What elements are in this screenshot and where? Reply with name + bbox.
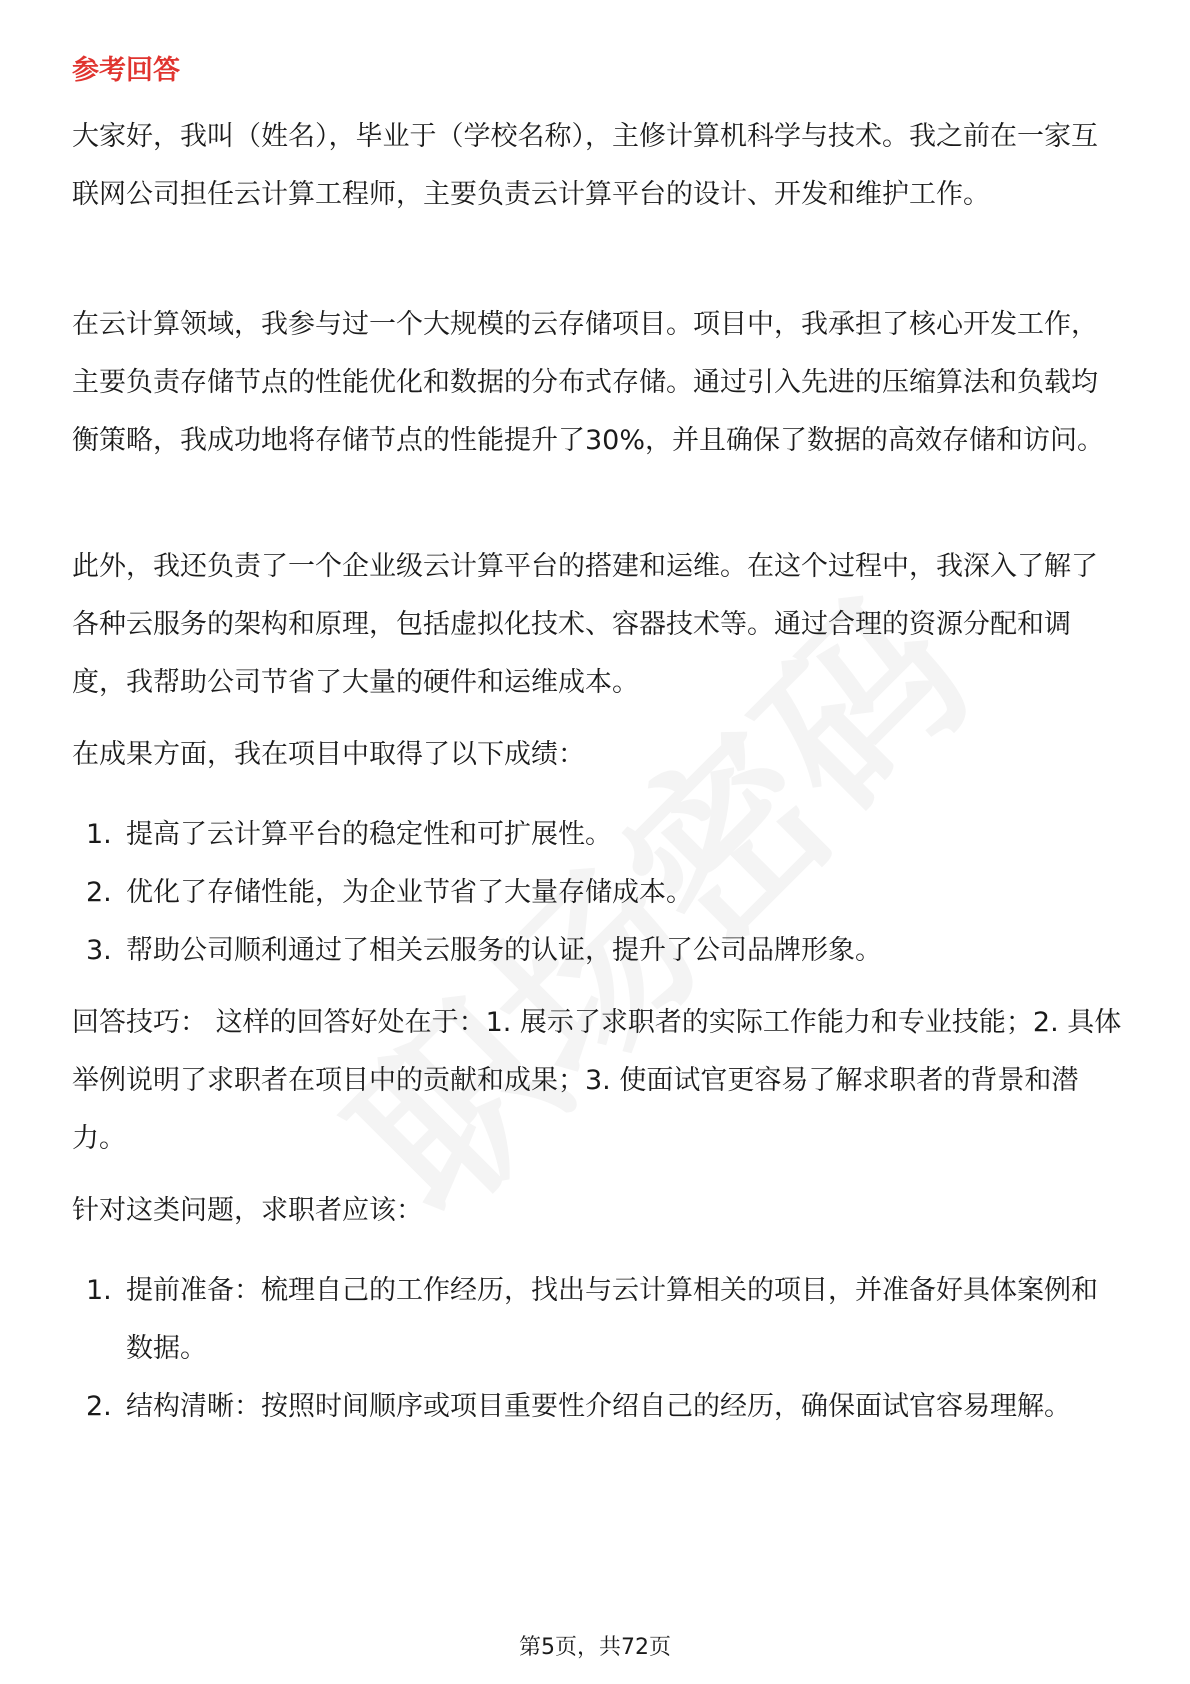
list-item: 2. 结构清晰：按照时间顺序或项目重要性介绍自己的经历，确保面试官容易理解。	[86, 1391, 1071, 1422]
achievements-list	[72, 806, 1122, 980]
advice-intro: 针对这类问题，求职者应该：	[72, 1195, 423, 1226]
advice-list	[72, 1262, 1122, 1436]
page-number: 第5页，共72页	[519, 1635, 671, 1660]
list-item: 3. 帮助公司顺利通过了相关云服务的认证，提升了公司品牌形象。	[86, 935, 882, 966]
platform-paragraph: 此外，我还负责了一个企业级云计算平台的搭建和运维。在这个过程中，我深入了解了各种云服务的架构和原理，包括虚拟化技术、容器技术等。通过合理的资源分配和调度，我帮助公司节省了大量的硬件和运维成本。	[72, 551, 1098, 698]
list-item: 2. 优化了存储性能，为企业节省了大量存储成本。	[86, 877, 693, 908]
project-paragraph: 在云计算领域，我参与过一个大规模的云存储项目。项目中，我承担了核心开发工作，主要负责存储节点的性能优化和数据的分布式存储。通过引入先进的压缩算法和负载均衡策略，我成功地将存储节点的性能提升了30%，并且确保了数据的高效存储和访问。	[72, 309, 1105, 456]
list-item: 1. 提高了云计算平台的稳定性和可扩展性。	[86, 819, 612, 850]
section-heading: 参考回答	[72, 55, 180, 86]
achievements-intro: 在成果方面，我在项目中取得了以下成绩：	[72, 739, 585, 770]
answer-tips: 回答技巧： 这样的回答好处在于：1. 展示了求职者的实际工作能力和专业技能；2. 具体举例说明了求职者在项目中的贡献和成果；3. 使面试官更容易了解求职者的背景和潜力。	[72, 1007, 1122, 1154]
list-item: 1. 提前准备：梳理自己的工作经历，找出与云计算相关的项目，并准备好具体案例和数据。	[86, 1275, 1098, 1364]
intro-paragraph: 大家好，我叫（姓名），毕业于（学校名称），主修计算机科学与技术。我之前在一家互联网公司担任云计算工程师，主要负责云计算平台的设计、开发和维护工作。	[72, 121, 1098, 210]
